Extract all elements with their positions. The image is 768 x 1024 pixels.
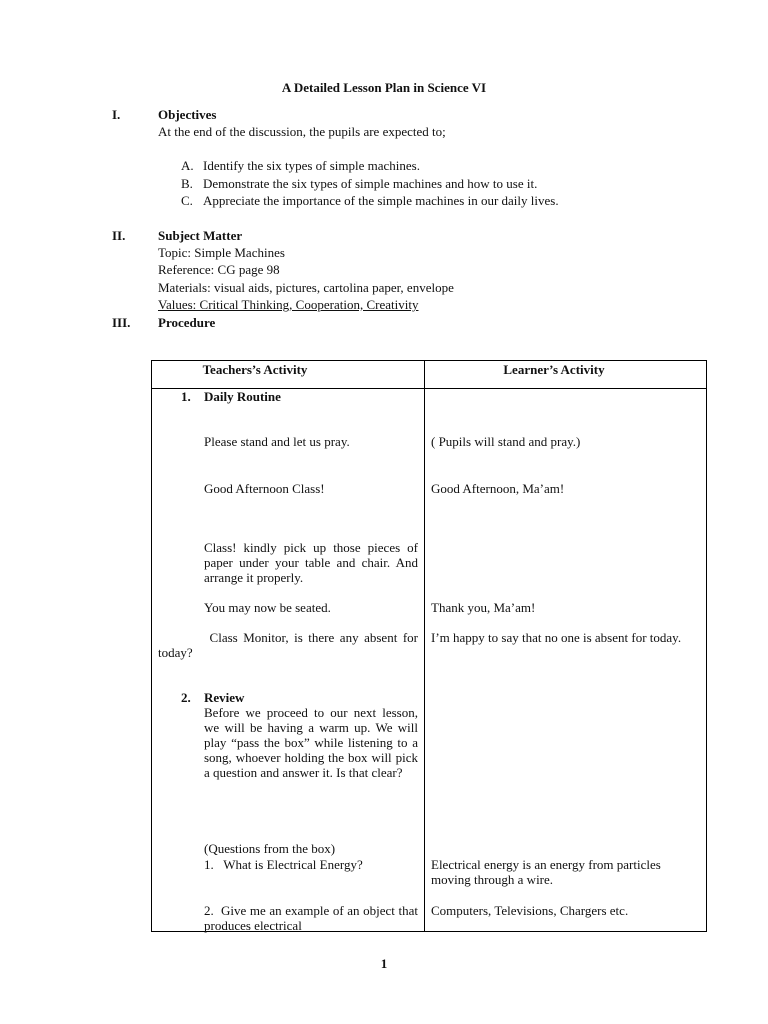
daily-routine-number: 1. xyxy=(181,389,191,404)
learner-pray: ( Pupils will stand and pray.) xyxy=(431,434,581,449)
learner-answer-1: Electrical energy is an energy from particles moving through a wire. xyxy=(431,857,661,887)
procedure-numeral: III. xyxy=(112,315,131,330)
subject-matter-heading: Subject Matter xyxy=(158,228,243,243)
objective-item: Demonstrate the six types of simple machines and how to use it. xyxy=(203,176,538,191)
teacher-activity-header: Teachers’s Activity xyxy=(202,362,308,377)
teacher-review-instructions: Before we proceed to our next lesson, we will be having a warm up. We will play “pass the box” while listening to a song, whoever holding the box will pick a question and answer it. Is that clear? xyxy=(204,705,418,780)
learner-greeting: Good Afternoon, Ma’am! xyxy=(431,481,565,496)
subject-matter-numeral: II. xyxy=(112,228,126,243)
objectives-intro: At the end of the discussion, the pupils are expected to; xyxy=(158,124,446,139)
objective-letter: C. xyxy=(181,193,193,208)
objective-item: Identify the six types of simple machines. xyxy=(203,158,420,173)
subject-values: Values: Critical Thinking, Cooperation, Creativity xyxy=(158,297,419,312)
learner-thank-you: Thank you, Ma’am! xyxy=(431,600,536,615)
teacher-greeting: Good Afternoon Class! xyxy=(204,481,325,496)
objective-letter: B. xyxy=(181,176,193,191)
document-title: A Detailed Lesson Plan in Science VI xyxy=(281,80,487,95)
teacher-seated: You may now be seated. xyxy=(204,600,331,615)
learner-activity-header: Learner’s Activity xyxy=(503,362,605,377)
review-label: Review xyxy=(204,690,245,705)
teacher-question-1: 1. What is Electrical Energy? xyxy=(204,857,363,872)
subject-topic: Topic: Simple Machines xyxy=(158,245,285,260)
objectives-numeral: I. xyxy=(112,107,121,122)
objective-item: Appreciate the importance of the simple machines in our daily lives. xyxy=(203,193,559,208)
teacher-absent-question: Class Monitor, is there any absent for today? xyxy=(158,630,422,660)
objective-letter: A. xyxy=(181,158,194,173)
learner-answer-2: Computers, Televisions, Chargers etc. xyxy=(431,903,629,918)
teacher-question-2: 2. Give me an example of an object that produces electrical xyxy=(204,903,422,933)
activity-table xyxy=(151,360,707,932)
teacher-pick-up-papers: Class! kindly pick up those pieces of paper under your table and chair. And arrange it properly. xyxy=(204,540,418,585)
objectives-heading: Objectives xyxy=(158,107,217,122)
subject-reference: Reference: CG page 98 xyxy=(158,262,280,277)
subject-materials: Materials: visual aids, pictures, cartolina paper, envelope xyxy=(158,280,454,295)
page-number: 1 xyxy=(380,956,388,971)
daily-routine-label: Daily Routine xyxy=(204,389,281,404)
learner-absent-answer: I’m happy to say that no one is absent for today. xyxy=(431,630,682,645)
column-divider xyxy=(424,361,425,931)
procedure-heading: Procedure xyxy=(158,315,216,330)
review-number: 2. xyxy=(181,690,191,705)
teacher-questions-note: (Questions from the box) xyxy=(204,841,336,856)
teacher-pray: Please stand and let us pray. xyxy=(204,434,350,449)
